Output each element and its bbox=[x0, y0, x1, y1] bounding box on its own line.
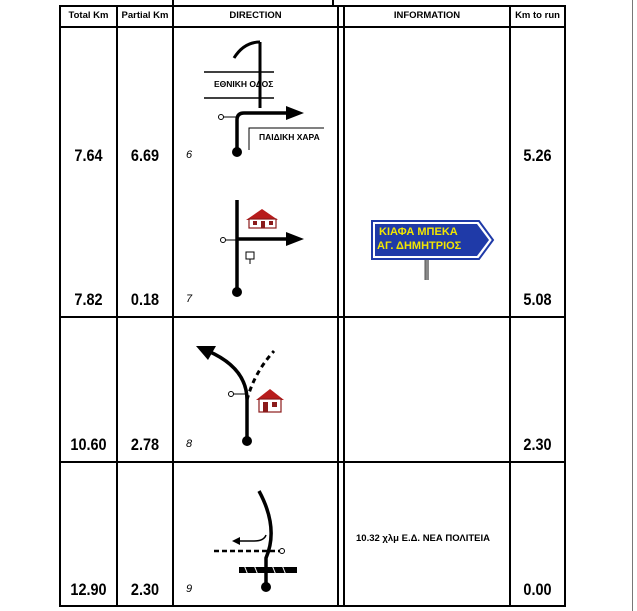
sign-text-line2: ΑΓ. ΔΗΜΗΤΡΙΟΣ bbox=[377, 240, 462, 252]
partial-km-value: 2.30 bbox=[130, 580, 160, 599]
house-icon bbox=[256, 389, 284, 412]
total-km-value: 7.82 bbox=[74, 290, 103, 309]
step-number: 6 bbox=[186, 149, 193, 161]
start-dot-icon bbox=[242, 436, 252, 446]
start-dot-icon bbox=[261, 582, 271, 592]
step-number: 7 bbox=[186, 293, 193, 305]
header-information: INFORMATION bbox=[393, 10, 461, 21]
header-partial-km: Partial Km bbox=[121, 10, 169, 21]
sign-text-line1: ΚΙΑΦΑ ΜΠΕΚΑ bbox=[379, 226, 458, 238]
km-to-run-value: 5.26 bbox=[523, 146, 552, 165]
total-km-value: 10.60 bbox=[70, 435, 107, 454]
house-icon bbox=[246, 209, 278, 228]
total-km-value: 7.64 bbox=[74, 146, 103, 165]
direction-diagram-8 bbox=[174, 318, 337, 461]
step-number: 8 bbox=[186, 438, 193, 450]
header-total-km: Total Km bbox=[68, 10, 109, 21]
partial-km-value: 2.78 bbox=[130, 435, 160, 454]
total-km-value: 12.90 bbox=[70, 580, 107, 599]
header-direction: DIRECTION bbox=[229, 10, 282, 21]
direction-diagram-7 bbox=[174, 170, 337, 310]
start-dot-icon bbox=[232, 287, 242, 297]
direction-diagram-9 bbox=[174, 463, 337, 605]
header-km-to-run: Km to run bbox=[515, 10, 560, 21]
start-dot-icon bbox=[232, 147, 242, 157]
arrow-icon bbox=[232, 537, 240, 545]
arrow-icon bbox=[286, 232, 304, 246]
partial-km-value: 0.18 bbox=[130, 290, 160, 309]
road-label-playground: ΠΑΙΔΙΚΗ ΧΑΡΑ bbox=[259, 132, 320, 142]
km-to-run-value: 0.00 bbox=[523, 580, 552, 599]
arrow-icon bbox=[286, 106, 304, 120]
partial-km-value: 6.69 bbox=[130, 146, 160, 165]
fuel-pump-icon bbox=[246, 252, 254, 264]
road-label-national: ΕΘΝΙΚΗ ΟΔΟΣ bbox=[214, 79, 274, 89]
direction-diagram-6 bbox=[174, 28, 337, 168]
info-text-row4: 10.32 χλμ Ε.Δ. ΝΕΑ ΠΟΛΙΤΕΙΑ bbox=[356, 533, 491, 544]
km-to-run-value: 2.30 bbox=[523, 435, 552, 454]
km-to-run-value: 5.08 bbox=[523, 290, 552, 309]
railway-crossing-icon bbox=[239, 565, 297, 575]
step-number: 9 bbox=[186, 583, 193, 595]
